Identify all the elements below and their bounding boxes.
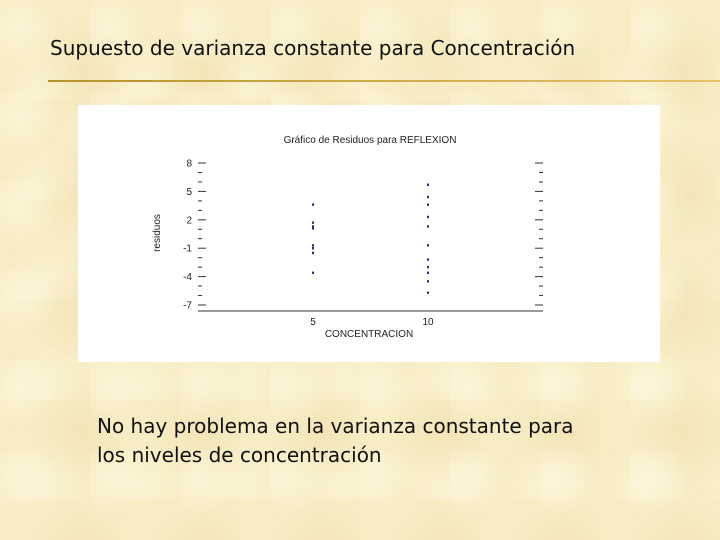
conclusion-line-2: los niveles de concentración — [97, 443, 382, 467]
conclusion-text — [97, 412, 657, 470]
chart-title: Gráfico de Residuos para REFLEXION — [283, 135, 457, 146]
residual-chart-svg — [78, 105, 660, 362]
residual-point — [312, 221, 314, 223]
y-tick-label: -4 — [183, 272, 192, 284]
y-tick-label: -1 — [183, 243, 192, 255]
x-tick-label: 5 — [310, 317, 316, 328]
x-tick-label: 10 — [422, 317, 434, 328]
residual-point — [427, 244, 429, 246]
slide-title: Supuesto de varianza constante para Concentración — [50, 36, 576, 60]
residual-point — [312, 247, 314, 249]
y-tick-label: 8 — [186, 158, 192, 170]
residual-point — [427, 216, 429, 218]
residual-point — [312, 227, 314, 229]
y-tick-label: 5 — [186, 186, 192, 198]
y-tick-label: 2 — [186, 215, 192, 227]
title-underline — [48, 80, 720, 82]
residual-point — [427, 291, 429, 293]
residual-point — [427, 225, 429, 227]
residual-point — [312, 252, 314, 254]
residual-point — [312, 244, 314, 246]
residual-point — [427, 280, 429, 282]
axes-layer — [183, 159, 543, 329]
residual-point — [427, 272, 429, 274]
y-tick-label: -7 — [183, 300, 192, 312]
residual-point — [427, 196, 429, 198]
conclusion-line-1: No hay problema en la varianza constante para — [97, 414, 574, 438]
residual-chart — [78, 105, 660, 362]
x-axis-label: CONCENTRACION — [324, 329, 414, 340]
residual-point — [312, 203, 314, 205]
residual-point — [427, 184, 429, 186]
residual-point — [427, 258, 429, 260]
residual-point — [427, 203, 429, 205]
residual-point — [312, 272, 314, 274]
y-axis-label: residuos — [152, 214, 163, 252]
residual-point — [427, 266, 429, 268]
points-layer — [312, 184, 429, 294]
